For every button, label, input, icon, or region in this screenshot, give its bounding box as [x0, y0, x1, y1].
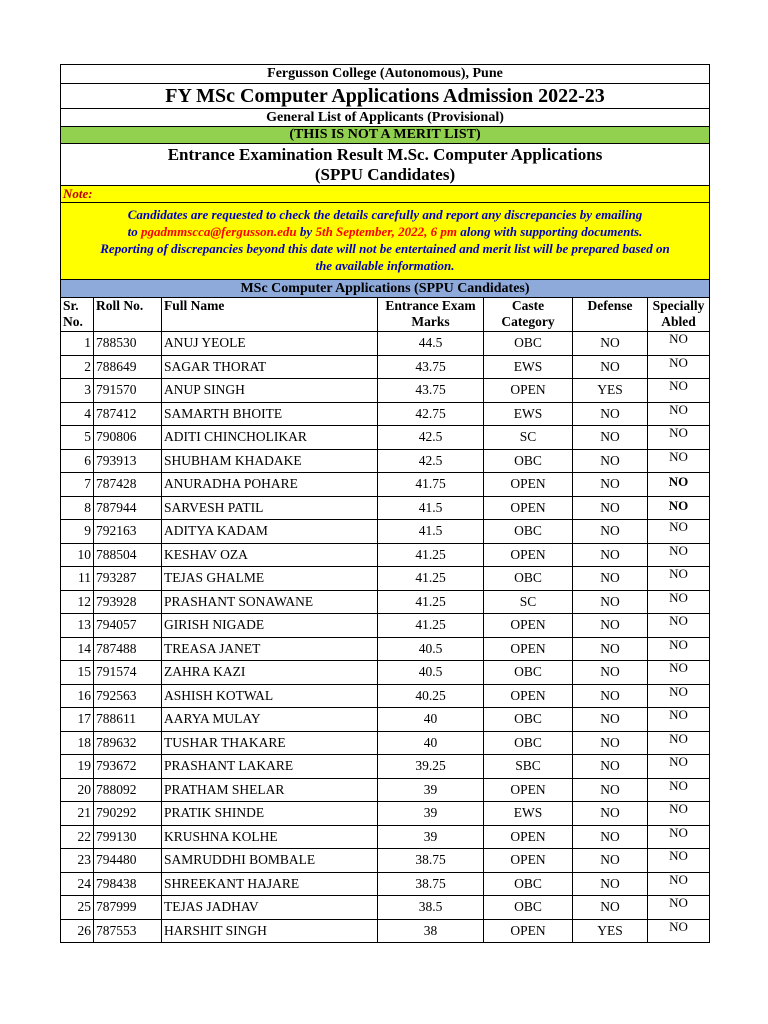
cell-roll: 798438	[94, 872, 162, 896]
cell-name: SARVESH PATIL	[162, 496, 378, 520]
cell-name: ZAHRA KAZI	[162, 661, 378, 685]
cell-sr: 10	[61, 543, 94, 567]
cell-abled-value: NO	[669, 848, 688, 864]
cell-sr: 11	[61, 567, 94, 591]
cell-abled-value: NO	[669, 895, 688, 911]
col-name: Full Name	[162, 298, 378, 332]
table-row	[61, 496, 710, 520]
cell-caste: OBC	[484, 332, 573, 356]
col-defense: Defense	[573, 298, 648, 332]
note-label: Note:	[60, 185, 710, 202]
cell-abled	[648, 896, 710, 920]
cell-abled	[648, 402, 710, 426]
cell-abled-value: NO	[669, 683, 688, 699]
cell-marks: 38.75	[378, 849, 484, 873]
table-row	[61, 684, 710, 708]
cell-caste: OBC	[484, 661, 573, 685]
cell-marks: 41.25	[378, 567, 484, 591]
cell-roll: 788649	[94, 355, 162, 379]
cell-abled-value: NO	[669, 519, 688, 535]
cell-roll: 788530	[94, 332, 162, 356]
cell-caste: EWS	[484, 402, 573, 426]
table-body	[61, 332, 710, 943]
cell-defense: NO	[573, 449, 648, 473]
page-title: FY MSc Computer Applications Admission 2022-23	[60, 83, 710, 108]
cell-abled-value: NO	[669, 636, 688, 652]
note-line1: Candidates are requested to check the details carefully and report any discrepancies by emailing	[127, 207, 643, 222]
cell-abled	[648, 332, 710, 356]
cell-defense: NO	[573, 825, 648, 849]
cell-defense: NO	[573, 802, 648, 826]
table-row	[61, 872, 710, 896]
cell-defense: NO	[573, 355, 648, 379]
cell-sr: 19	[61, 755, 94, 779]
cell-marks: 41.25	[378, 614, 484, 638]
cell-abled	[648, 684, 710, 708]
cell-abled-value: NO	[669, 542, 688, 558]
table-row	[61, 543, 710, 567]
cell-abled	[648, 543, 710, 567]
cell-roll: 789632	[94, 731, 162, 755]
cell-abled	[648, 355, 710, 379]
cell-abled-value: NO	[669, 613, 688, 629]
cell-caste: OPEN	[484, 684, 573, 708]
cell-roll: 787428	[94, 473, 162, 497]
cell-abled-value: NO	[669, 824, 688, 840]
cell-name: PRATIK SHINDE	[162, 802, 378, 826]
cell-sr: 21	[61, 802, 94, 826]
cell-caste: OBC	[484, 896, 573, 920]
cell-sr: 8	[61, 496, 94, 520]
cell-sr: 20	[61, 778, 94, 802]
cell-name: ANUP SINGH	[162, 379, 378, 403]
cell-marks: 42.5	[378, 426, 484, 450]
cell-caste: OBC	[484, 708, 573, 732]
note-line2	[61, 223, 709, 240]
cell-sr: 1	[61, 332, 94, 356]
cell-name: ADITYA KADAM	[162, 520, 378, 544]
cell-defense: NO	[573, 684, 648, 708]
cell-abled	[648, 778, 710, 802]
table-row	[61, 896, 710, 920]
cell-sr: 4	[61, 402, 94, 426]
cell-name: ADITI CHINCHOLIKAR	[162, 426, 378, 450]
cell-caste: OBC	[484, 731, 573, 755]
cell-roll: 793287	[94, 567, 162, 591]
cell-roll: 792163	[94, 520, 162, 544]
col-caste: Caste Category	[484, 298, 573, 332]
cell-name: TEJAS GHALME	[162, 567, 378, 591]
cell-abled-value: NO	[669, 871, 688, 887]
cell-abled-value: NO	[669, 425, 688, 441]
cell-defense: NO	[573, 543, 648, 567]
cell-marks: 38.5	[378, 896, 484, 920]
cell-abled-value: NO	[669, 589, 688, 605]
cell-sr: 15	[61, 661, 94, 685]
cell-abled-value: NO	[669, 918, 688, 934]
cell-roll: 791570	[94, 379, 162, 403]
cell-name: SHUBHAM KHADAKE	[162, 449, 378, 473]
cell-marks: 42.75	[378, 402, 484, 426]
cell-roll: 790806	[94, 426, 162, 450]
note-line3: Reporting of discrepancies beyond this date will not be entertained and merit list will be prepared based on	[100, 241, 670, 256]
table-row	[61, 426, 710, 450]
cell-caste: OPEN	[484, 825, 573, 849]
cell-marks: 41.5	[378, 496, 484, 520]
note-body	[60, 202, 710, 279]
cell-defense: NO	[573, 778, 648, 802]
cell-caste: OPEN	[484, 849, 573, 873]
table-row	[61, 755, 710, 779]
entrance-heading-line1: Entrance Examination Result M.Sc. Computer Applications	[167, 145, 603, 164]
table-header-row	[61, 298, 710, 332]
cell-roll: 787944	[94, 496, 162, 520]
cell-name: GIRISH NIGADE	[162, 614, 378, 638]
cell-abled-value: NO	[668, 497, 689, 513]
cell-name: HARSHIT SINGH	[162, 919, 378, 943]
cell-abled-value: NO	[669, 354, 688, 370]
cell-roll: 793913	[94, 449, 162, 473]
cell-marks: 39.25	[378, 755, 484, 779]
cell-caste: OPEN	[484, 614, 573, 638]
cell-abled	[648, 379, 710, 403]
cell-sr: 18	[61, 731, 94, 755]
cell-caste: OPEN	[484, 637, 573, 661]
note-deadline: 5th September, 2022, 6 pm	[315, 224, 458, 239]
cell-abled-value: NO	[669, 801, 688, 817]
entrance-heading	[60, 143, 710, 185]
cell-defense: NO	[573, 496, 648, 520]
cell-abled	[648, 590, 710, 614]
cell-roll: 793672	[94, 755, 162, 779]
cell-defense: NO	[573, 637, 648, 661]
cell-roll: 787412	[94, 402, 162, 426]
table-row	[61, 379, 710, 403]
cell-abled	[648, 637, 710, 661]
cell-roll: 794480	[94, 849, 162, 873]
cell-abled-value: NO	[669, 378, 688, 394]
table-row	[61, 637, 710, 661]
cell-marks: 38.75	[378, 872, 484, 896]
cell-roll: 788092	[94, 778, 162, 802]
note-by: by	[299, 224, 313, 239]
cell-abled	[648, 567, 710, 591]
cell-abled	[648, 426, 710, 450]
cell-name: PRASHANT LAKARE	[162, 755, 378, 779]
col-roll: Roll No.	[94, 298, 162, 332]
cell-abled	[648, 825, 710, 849]
cell-name: TEJAS JADHAV	[162, 896, 378, 920]
cell-abled	[648, 919, 710, 943]
cell-roll: 787488	[94, 637, 162, 661]
table-row	[61, 849, 710, 873]
col-sr: Sr. No.	[61, 298, 94, 332]
cell-caste: OBC	[484, 567, 573, 591]
cell-sr: 13	[61, 614, 94, 638]
cell-name: AARYA MULAY	[162, 708, 378, 732]
cell-abled	[648, 449, 710, 473]
cell-sr: 7	[61, 473, 94, 497]
entrance-heading-line2: (SPPU Candidates)	[314, 165, 456, 184]
cell-name: SAMRUDDHI BOMBALE	[162, 849, 378, 873]
cell-caste: OPEN	[484, 778, 573, 802]
cell-defense: NO	[573, 473, 648, 497]
cell-name: ANURADHA POHARE	[162, 473, 378, 497]
cell-abled	[648, 802, 710, 826]
table-row	[61, 449, 710, 473]
cell-name: ASHISH KOTWAL	[162, 684, 378, 708]
cell-caste: EWS	[484, 355, 573, 379]
cell-sr: 26	[61, 919, 94, 943]
cell-name: SAGAR THORAT	[162, 355, 378, 379]
cell-abled	[648, 755, 710, 779]
cell-abled-value: NO	[669, 401, 688, 417]
cell-caste: SC	[484, 426, 573, 450]
cell-caste: OBC	[484, 449, 573, 473]
cell-caste: OBC	[484, 872, 573, 896]
note-line2-rest: along with supporting documents.	[460, 224, 643, 239]
cell-abled	[648, 520, 710, 544]
cell-name: SHREEKANT HAJARE	[162, 872, 378, 896]
cell-roll: 787999	[94, 896, 162, 920]
table-row	[61, 919, 710, 943]
cell-defense: NO	[573, 402, 648, 426]
cell-defense: NO	[573, 872, 648, 896]
cell-abled-value: NO	[669, 754, 688, 770]
cell-abled-value: NO	[669, 448, 688, 464]
cell-defense: NO	[573, 896, 648, 920]
cell-abled-value: NO	[669, 707, 688, 723]
cell-marks: 41.25	[378, 590, 484, 614]
cell-roll: 799130	[94, 825, 162, 849]
cell-sr: 3	[61, 379, 94, 403]
cell-defense: NO	[573, 567, 648, 591]
cell-sr: 22	[61, 825, 94, 849]
cell-name: SAMARTH BHOITE	[162, 402, 378, 426]
section-title: MSc Computer Applications (SPPU Candidates)	[60, 279, 710, 297]
table-row	[61, 590, 710, 614]
cell-abled-value: NO	[668, 474, 689, 490]
cell-name: TREASA JANET	[162, 637, 378, 661]
cell-caste: SBC	[484, 755, 573, 779]
cell-caste: SC	[484, 590, 573, 614]
cell-name: PRATHAM SHELAR	[162, 778, 378, 802]
cell-defense: NO	[573, 520, 648, 544]
applicants-table	[60, 297, 710, 943]
cell-defense: NO	[573, 426, 648, 450]
cell-defense: NO	[573, 332, 648, 356]
cell-abled	[648, 496, 710, 520]
not-merit-banner: (THIS IS NOT A MERIT LIST)	[60, 126, 710, 143]
cell-caste: OPEN	[484, 496, 573, 520]
cell-name: TUSHAR THAKARE	[162, 731, 378, 755]
cell-roll: 788611	[94, 708, 162, 732]
cell-sr: 2	[61, 355, 94, 379]
cell-name: PRASHANT SONAWANE	[162, 590, 378, 614]
cell-sr: 14	[61, 637, 94, 661]
cell-abled	[648, 872, 710, 896]
cell-sr: 24	[61, 872, 94, 896]
cell-defense: NO	[573, 708, 648, 732]
cell-caste: OPEN	[484, 543, 573, 567]
cell-marks: 42.5	[378, 449, 484, 473]
col-abled: Specially Abled	[648, 298, 710, 332]
table-row	[61, 473, 710, 497]
cell-sr: 25	[61, 896, 94, 920]
cell-abled-value: NO	[669, 566, 688, 582]
cell-marks: 41.75	[378, 473, 484, 497]
cell-caste: OPEN	[484, 919, 573, 943]
cell-roll: 790292	[94, 802, 162, 826]
cell-marks: 44.5	[378, 332, 484, 356]
cell-marks: 43.75	[378, 379, 484, 403]
cell-abled-value: NO	[669, 331, 688, 347]
cell-roll: 793928	[94, 590, 162, 614]
cell-name: KRUSHNA KOLHE	[162, 825, 378, 849]
cell-abled	[648, 708, 710, 732]
cell-caste: OPEN	[484, 379, 573, 403]
cell-name: ANUJ YEOLE	[162, 332, 378, 356]
note-line4: the available information.	[315, 258, 455, 273]
table-row	[61, 708, 710, 732]
cell-roll: 794057	[94, 614, 162, 638]
cell-defense: NO	[573, 849, 648, 873]
table-row	[61, 567, 710, 591]
table-row	[61, 802, 710, 826]
cell-abled-value: NO	[669, 730, 688, 746]
cell-sr: 12	[61, 590, 94, 614]
cell-sr: 16	[61, 684, 94, 708]
cell-abled	[648, 473, 710, 497]
table-row	[61, 332, 710, 356]
cell-caste: OBC	[484, 520, 573, 544]
table-row	[61, 520, 710, 544]
cell-sr: 23	[61, 849, 94, 873]
cell-caste: EWS	[484, 802, 573, 826]
cell-marks: 40.25	[378, 684, 484, 708]
cell-name: KESHAV OZA	[162, 543, 378, 567]
cell-defense: NO	[573, 731, 648, 755]
cell-marks: 43.75	[378, 355, 484, 379]
table-row	[61, 778, 710, 802]
cell-marks: 41.25	[378, 543, 484, 567]
cell-caste: OPEN	[484, 473, 573, 497]
cell-marks: 39	[378, 778, 484, 802]
note-email-link[interactable]: pgadmmscca@fergusson.edu	[141, 224, 297, 239]
list-subtitle: General List of Applicants (Provisional)	[60, 108, 710, 126]
cell-marks: 40.5	[378, 661, 484, 685]
cell-abled	[648, 731, 710, 755]
college-name: Fergusson College (Autonomous), Pune	[60, 64, 710, 83]
table-row	[61, 614, 710, 638]
cell-defense: NO	[573, 661, 648, 685]
cell-defense: NO	[573, 755, 648, 779]
cell-marks: 40	[378, 731, 484, 755]
cell-sr: 9	[61, 520, 94, 544]
cell-defense: YES	[573, 379, 648, 403]
cell-roll: 787553	[94, 919, 162, 943]
cell-roll: 788504	[94, 543, 162, 567]
table-row	[61, 825, 710, 849]
cell-defense: NO	[573, 590, 648, 614]
cell-marks: 39	[378, 802, 484, 826]
cell-abled-value: NO	[669, 777, 688, 793]
table-row	[61, 355, 710, 379]
cell-defense: NO	[573, 614, 648, 638]
cell-marks: 38	[378, 919, 484, 943]
cell-marks: 41.5	[378, 520, 484, 544]
cell-marks: 40.5	[378, 637, 484, 661]
table-row	[61, 661, 710, 685]
cell-roll: 792563	[94, 684, 162, 708]
cell-abled	[648, 614, 710, 638]
table-row	[61, 402, 710, 426]
table-row	[61, 731, 710, 755]
cell-sr: 17	[61, 708, 94, 732]
cell-defense: YES	[573, 919, 648, 943]
cell-abled-value: NO	[669, 660, 688, 676]
cell-sr: 5	[61, 426, 94, 450]
cell-abled	[648, 661, 710, 685]
note-to: to	[127, 224, 138, 239]
cell-marks: 40	[378, 708, 484, 732]
cell-sr: 6	[61, 449, 94, 473]
cell-marks: 39	[378, 825, 484, 849]
cell-roll: 791574	[94, 661, 162, 685]
admission-list-sheet	[60, 64, 710, 943]
cell-abled	[648, 849, 710, 873]
col-marks: Entrance Exam Marks	[378, 298, 484, 332]
